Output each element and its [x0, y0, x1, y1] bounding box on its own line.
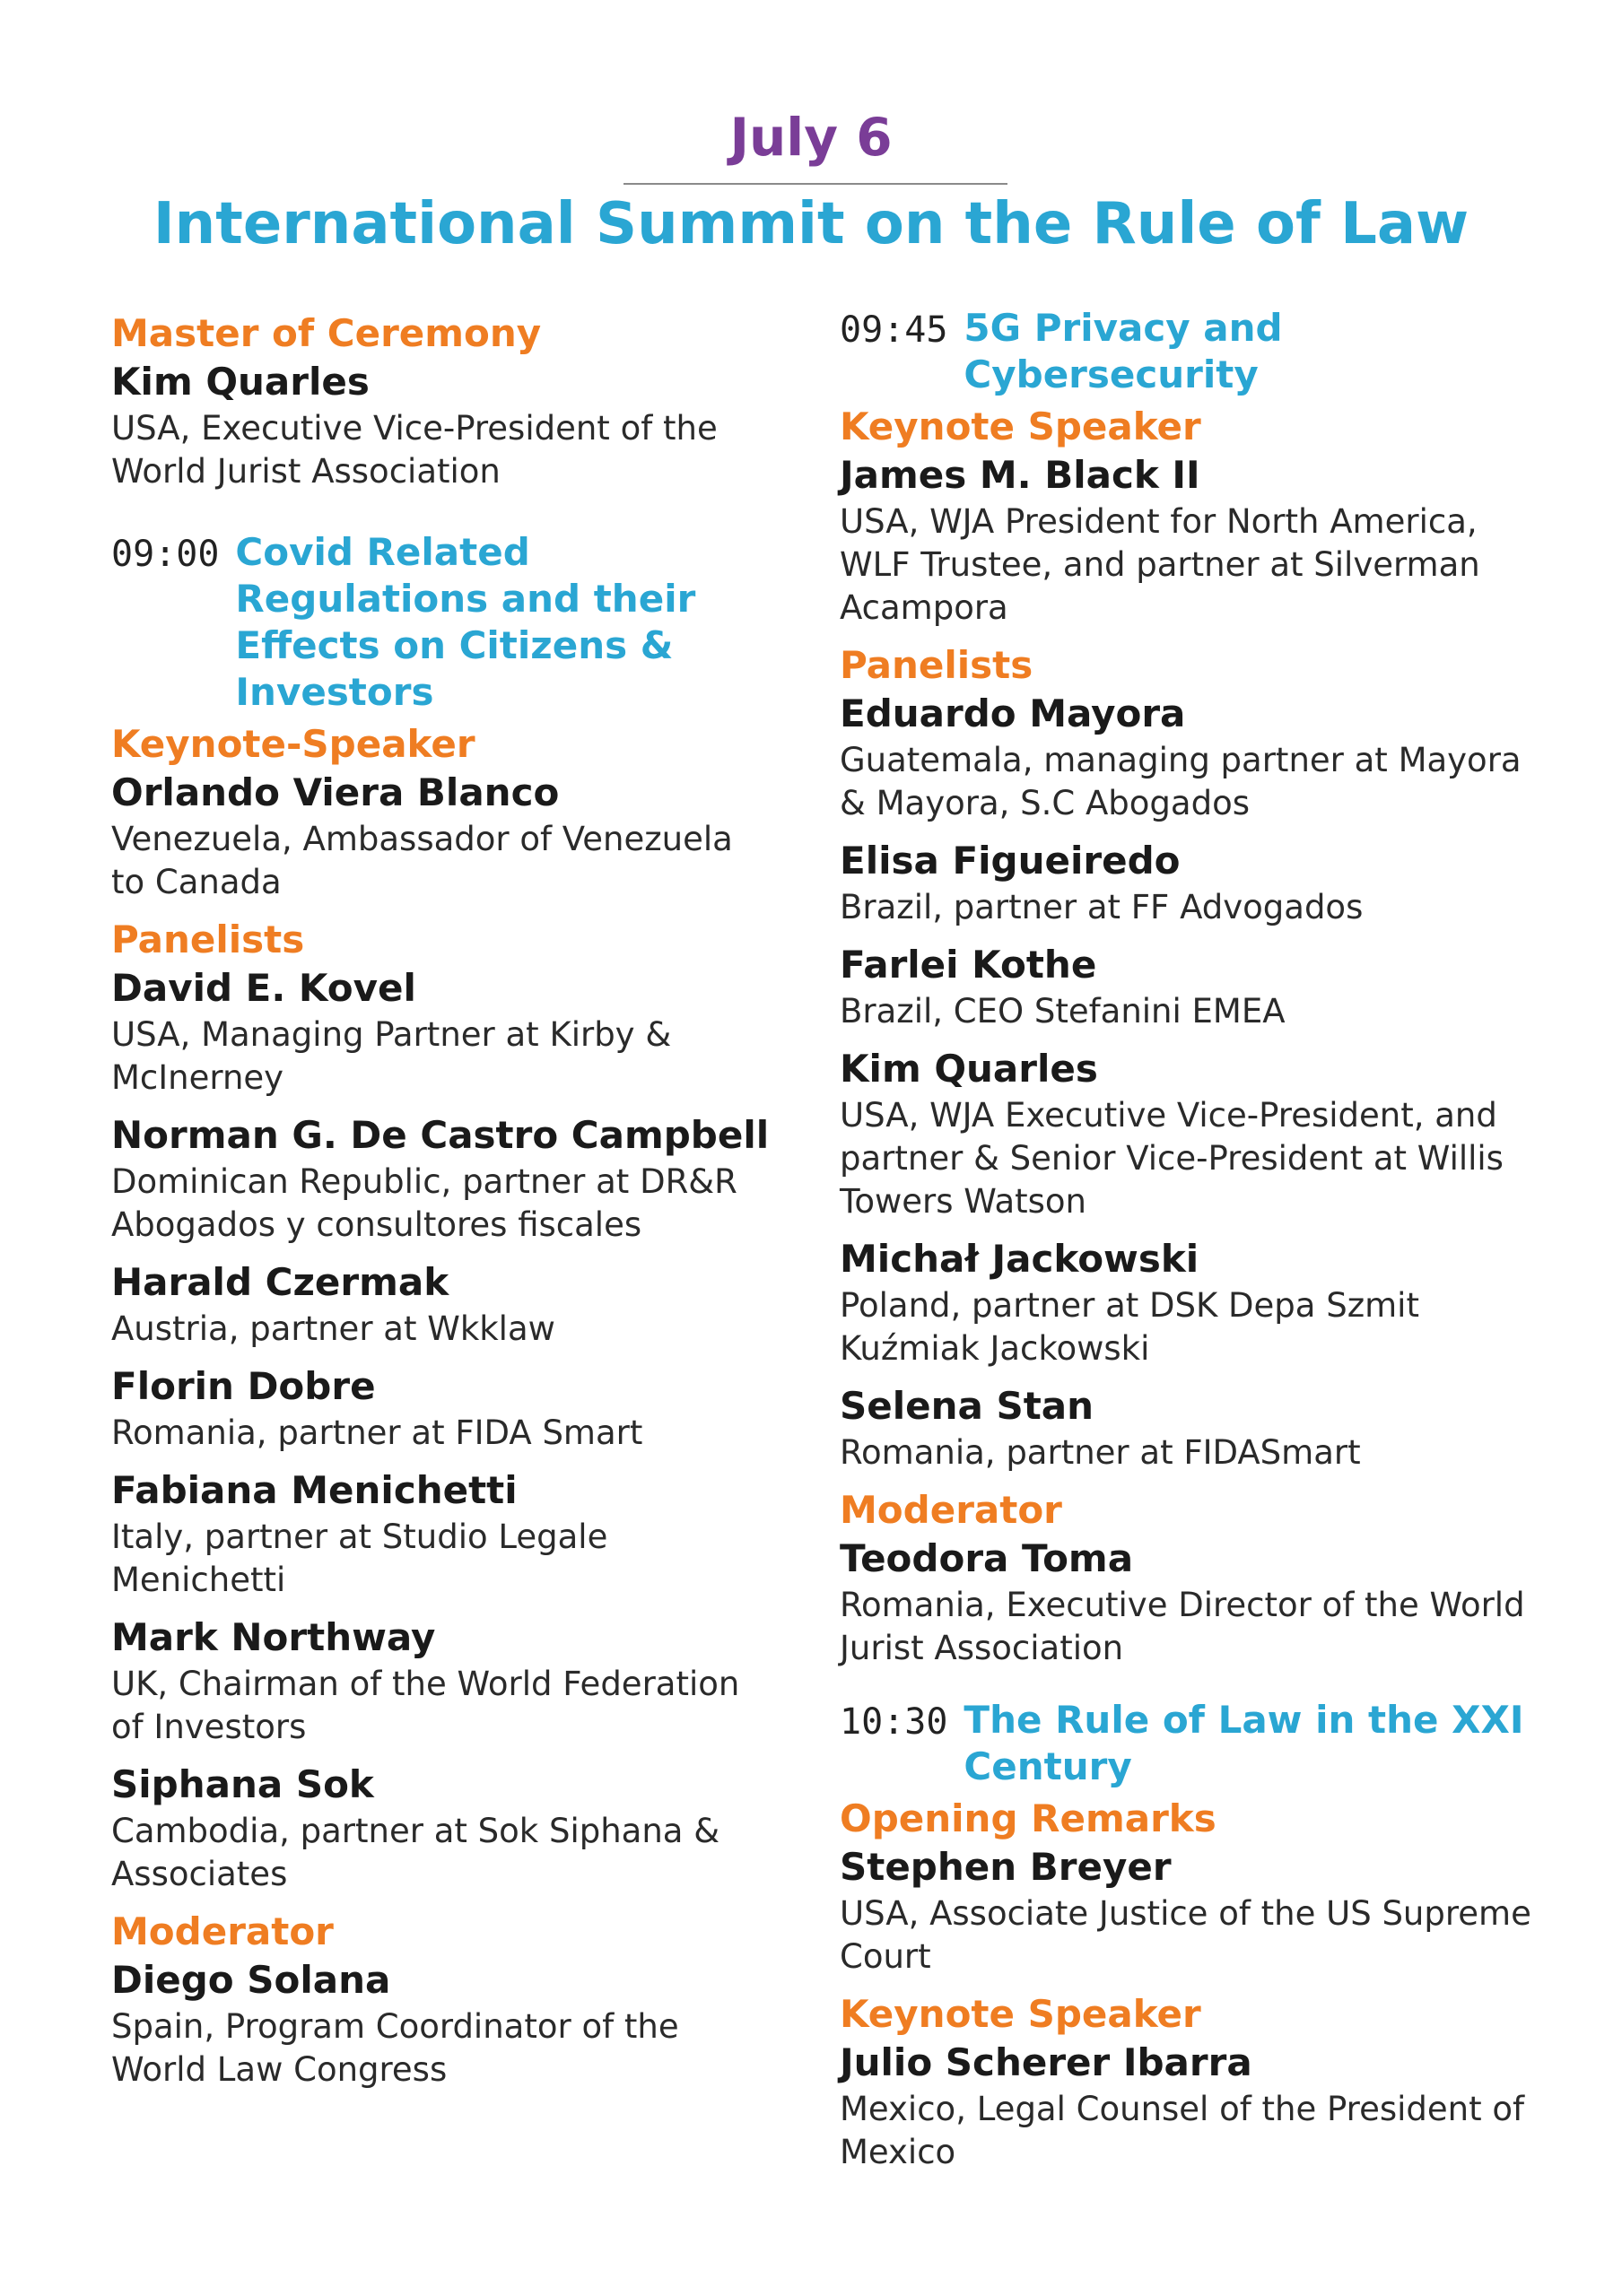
- person-name: Norman G. De Castro Campbell: [111, 1113, 770, 1157]
- panelist: [840, 838, 1539, 929]
- person-name: Florin Dobre: [111, 1364, 376, 1408]
- session-0900: [111, 529, 775, 716]
- person-name: David E. Kovel: [111, 966, 416, 1010]
- panelist: [840, 1236, 1539, 1370]
- session-time: 09:00: [111, 534, 220, 575]
- panelist: [111, 1614, 775, 1749]
- person-description: Romania, Executive Director of the World Jurist Association: [840, 1586, 1525, 1667]
- person-description: USA, Associate Justice of the US Supreme Court: [840, 1894, 1531, 1976]
- person-description: Romania, partner at FIDA Smart: [111, 1413, 643, 1452]
- panelist: [840, 942, 1539, 1033]
- panelist: [111, 1363, 775, 1455]
- person-name: James M. Black II: [840, 453, 1200, 497]
- session-title: The Rule of Law in the XXI Century: [964, 1698, 1524, 1788]
- master-of-ceremony: [111, 310, 775, 493]
- person-description: Dominican Republic, partner at DR&R Abogados y consultores fiscales: [111, 1162, 737, 1244]
- person-description: Poland, partner at DSK Depa Szmit Kuźmiak Jackowski: [840, 1286, 1419, 1368]
- person-name: Fabiana Menichetti: [111, 1468, 518, 1512]
- session-time: 10:30: [840, 1701, 948, 1743]
- role-label: Moderator: [840, 1488, 1062, 1532]
- header-divider: [624, 183, 1007, 185]
- role-label: Keynote Speaker: [840, 404, 1201, 448]
- role-label: Moderator: [111, 1909, 334, 1953]
- person-name: Kim Quarles: [840, 1047, 1098, 1091]
- panelist: [840, 1046, 1539, 1223]
- person-description: Cambodia, partner at Sok Siphana & Associates: [111, 1812, 720, 1893]
- person-description: USA, WJA President for North America, WLF Trustee, and partner at Silverman Acampora: [840, 502, 1480, 627]
- person-description: Guatemala, managing partner at Mayora & Mayora, S.C Abogados: [840, 741, 1522, 822]
- person-name: Michał Jackowski: [840, 1237, 1199, 1281]
- person-name: Siphana Sok: [111, 1762, 374, 1806]
- person-name: Julio Scherer Ibarra: [840, 2040, 1252, 2084]
- panelist: [840, 691, 1539, 825]
- role-label: Keynote Speaker: [840, 1992, 1201, 2036]
- person-name: Mark Northway: [111, 1615, 436, 1659]
- panelist: [111, 1112, 775, 1247]
- role-label: Master of Ceremony: [111, 311, 542, 355]
- panelists-label: Panelists: [111, 918, 305, 961]
- panelist: [111, 1761, 775, 1896]
- person-description: USA, Managing Partner at Kirby & McInerney: [111, 1015, 672, 1097]
- person-name: Diego Solana: [111, 1958, 391, 2002]
- session-0945: [840, 305, 1539, 398]
- opening-remarks: [840, 1796, 1539, 1979]
- person-name: Eduardo Mayora: [840, 691, 1186, 735]
- panelist: [111, 965, 775, 1100]
- keynote-speaker: [111, 721, 775, 904]
- panelist: [840, 1383, 1539, 1474]
- person-name: Harald Czermak: [111, 1260, 449, 1304]
- person-name: Kim Quarles: [111, 360, 370, 404]
- person-description: Mexico, Legal Counsel of the President of Mexico: [840, 2090, 1525, 2171]
- person-name: Elisa Figueiredo: [840, 839, 1181, 883]
- role-label: Keynote-Speaker: [111, 722, 475, 766]
- person-name: Stephen Breyer: [840, 1845, 1172, 1889]
- session-title: 5G Privacy and Cybersecurity: [964, 306, 1283, 396]
- person-description: Brazil, partner at FF Advogados: [840, 888, 1364, 926]
- page-title: International Summit on the Rule of Law: [153, 191, 1469, 257]
- left-column: [111, 305, 775, 2104]
- person-name: Teodora Toma: [840, 1536, 1134, 1580]
- person-name: Selena Stan: [840, 1384, 1094, 1428]
- panelists-label: Panelists: [840, 643, 1033, 687]
- panelist: [111, 1467, 775, 1602]
- person-description: USA, Executive Vice-President of the World Jurist Association: [111, 409, 718, 491]
- session-1030: [840, 1697, 1539, 1790]
- role-label: Opening Remarks: [840, 1796, 1216, 1840]
- person-description: USA, WJA Executive Vice-President, and partner & Senior Vice-President at Willis Towers Watson: [840, 1096, 1504, 1221]
- moderator: [840, 1487, 1539, 1670]
- person-description: UK, Chairman of the World Federation of Investors: [111, 1665, 740, 1746]
- person-description: Spain, Program Coordinator of the World Law Congress: [111, 2007, 679, 2089]
- moderator: [111, 1909, 775, 2092]
- session-title: Covid Related Regulations and their Effects on Citizens & Investors: [235, 530, 696, 714]
- person-name: Orlando Viera Blanco: [111, 770, 560, 814]
- person-description: Romania, partner at FIDASmart: [840, 1433, 1361, 1472]
- keynote-speaker-2: [840, 1991, 1539, 2174]
- person-description: Italy, partner at Studio Legale Menichetti: [111, 1518, 608, 1599]
- panelist: [111, 1259, 775, 1351]
- person-description: Brazil, CEO Stefanini EMEA: [840, 992, 1286, 1031]
- person-description: Austria, partner at Wkklaw: [111, 1309, 555, 1348]
- person-description: Venezuela, Ambassador of Venezuela to Canada: [111, 820, 733, 901]
- session-time: 09:45: [840, 309, 948, 351]
- keynote-speaker: [840, 404, 1539, 630]
- right-column: [840, 305, 1539, 2187]
- person-name: Farlei Kothe: [840, 943, 1097, 987]
- event-date: July 6: [729, 107, 893, 168]
